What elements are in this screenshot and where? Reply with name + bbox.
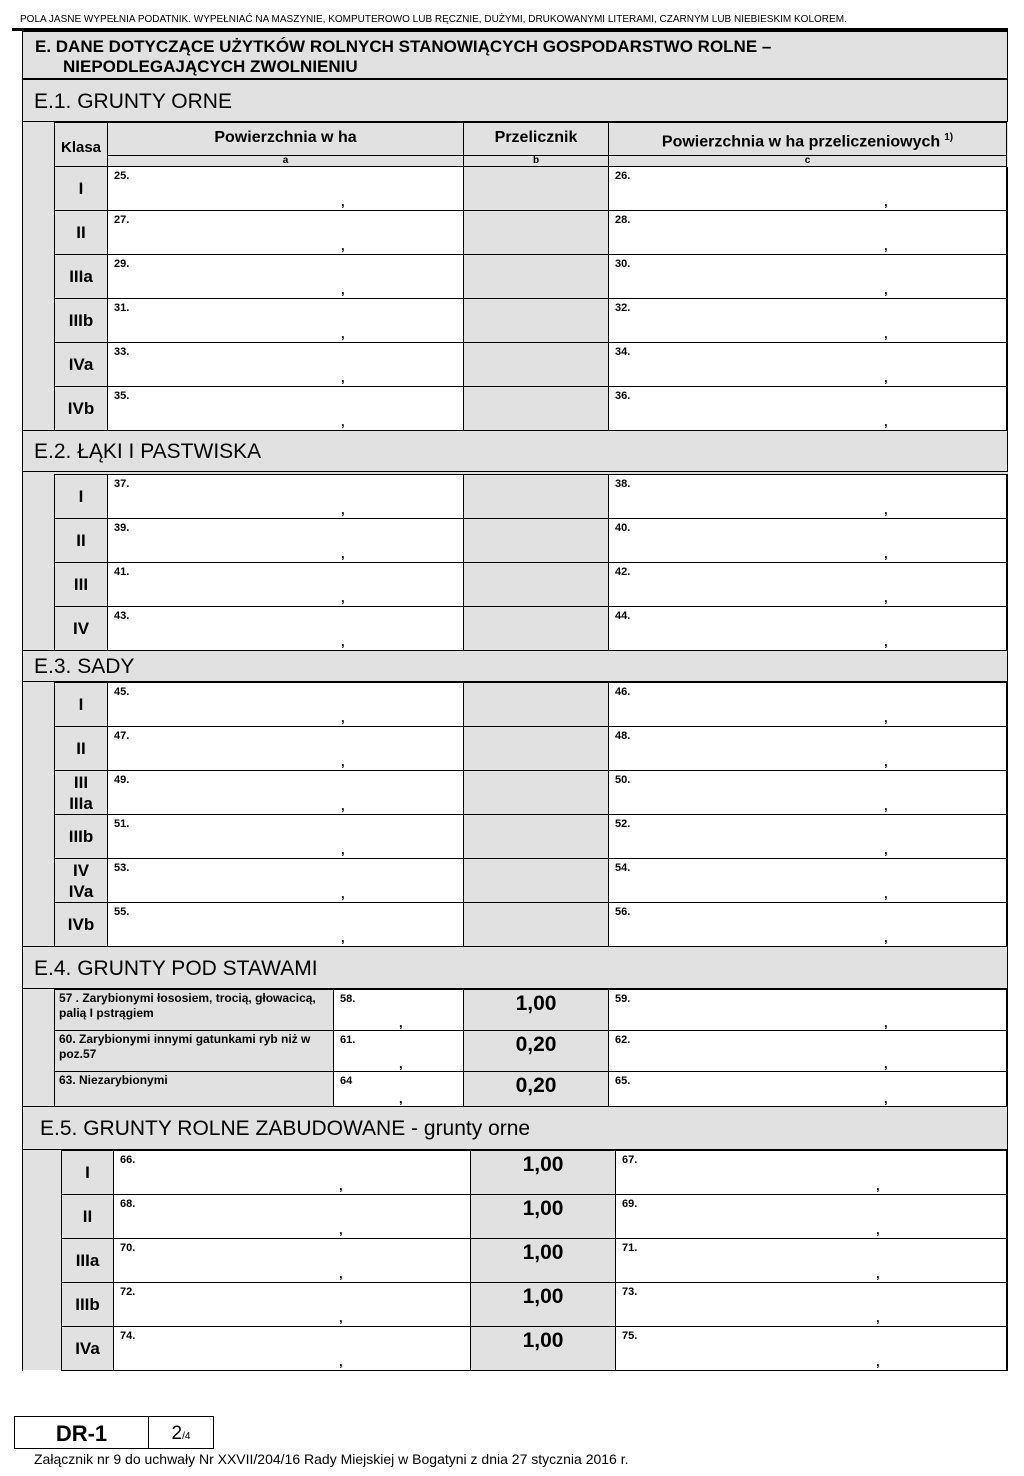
- field-number: 69.: [622, 1198, 638, 1210]
- area-field[interactable]: [113, 1238, 471, 1283]
- klasa-cell: [54, 606, 108, 651]
- area-field[interactable]: [107, 474, 464, 519]
- decimal-comma: ,: [884, 1015, 888, 1030]
- decimal-comma: ,: [341, 842, 345, 857]
- decimal-comma: ,: [876, 1222, 880, 1237]
- decimal-comma: ,: [884, 798, 888, 813]
- klasa-cell: [54, 562, 108, 607]
- klasa-label: IIIb: [75, 1295, 100, 1314]
- area-field[interactable]: [113, 1194, 471, 1239]
- klasa-cell: [54, 858, 108, 903]
- decimal-comma: ,: [399, 1091, 403, 1106]
- converted-area-field[interactable]: [615, 1282, 1007, 1327]
- klasa-cell: [54, 682, 108, 727]
- field-number: 44.: [615, 610, 631, 622]
- factor-value: 0,20: [515, 1074, 557, 1097]
- field-number: 51.: [114, 818, 130, 830]
- field-number: 52.: [615, 818, 631, 830]
- converted-area-field[interactable]: [615, 1194, 1007, 1239]
- klasa-label: IV: [72, 619, 90, 638]
- section-e1-title: E.1. GRUNTY ORNE: [34, 89, 232, 113]
- page-number: [149, 1417, 213, 1448]
- factor-cell: [463, 682, 609, 727]
- field-number: 64: [340, 1075, 353, 1087]
- factor-cell: [463, 814, 609, 859]
- area-field[interactable]: [113, 1150, 471, 1195]
- area-field[interactable]: [107, 682, 464, 727]
- klasa-label: IVb: [67, 399, 95, 418]
- section-e5: [22, 1106, 1008, 1150]
- factor-cell: [463, 902, 609, 947]
- klasa-cell: [54, 254, 108, 299]
- field-number: 31.: [114, 302, 130, 314]
- factor-value: 1,00: [522, 1241, 564, 1264]
- area-field[interactable]: [333, 1030, 464, 1072]
- converted-area-field[interactable]: [608, 902, 1007, 947]
- converted-area-field[interactable]: [608, 726, 1007, 771]
- klasa-label: I: [78, 695, 84, 714]
- section-e3: [22, 650, 1008, 682]
- decimal-comma: ,: [341, 546, 345, 561]
- klasa-cell: [54, 298, 108, 343]
- decimal-comma: ,: [341, 886, 345, 901]
- field-number: 37.: [114, 478, 130, 490]
- converted-area-field[interactable]: [608, 518, 1007, 563]
- field-number: 53.: [114, 862, 130, 874]
- klasa-label: II: [76, 739, 86, 758]
- field-number: 30.: [615, 258, 631, 270]
- letter-b: b: [532, 155, 540, 166]
- pond-type-label: [54, 1030, 334, 1072]
- factor-cell: [463, 298, 609, 343]
- area-field[interactable]: [107, 518, 464, 563]
- factor-cell: [470, 1326, 616, 1371]
- converted-area-field[interactable]: [608, 254, 1007, 299]
- decimal-comma: ,: [884, 710, 888, 725]
- area-field[interactable]: [107, 562, 464, 607]
- factor-value: 1,00: [522, 1329, 564, 1352]
- decimal-comma: ,: [341, 590, 345, 605]
- field-number: 62.: [615, 1034, 631, 1046]
- klasa-cell: [54, 726, 108, 771]
- klasa-cell: [54, 386, 108, 431]
- area-field[interactable]: [107, 770, 464, 815]
- pond-type-label: [54, 989, 334, 1031]
- decimal-comma: ,: [884, 546, 888, 561]
- area-field[interactable]: [333, 989, 464, 1031]
- form-id-box: [14, 1416, 214, 1449]
- decimal-comma: ,: [876, 1266, 880, 1281]
- e5-gutter: [23, 1150, 61, 1370]
- decimal-comma: ,: [339, 1310, 343, 1325]
- converted-area-field[interactable]: [615, 1326, 1007, 1371]
- converted-area-field[interactable]: [608, 770, 1007, 815]
- klasa-label: II: [76, 223, 86, 242]
- klasa-label: II: [76, 531, 86, 550]
- decimal-comma: ,: [884, 282, 888, 297]
- letter-c: c: [804, 155, 811, 166]
- field-number: 75.: [622, 1330, 638, 1342]
- factor-cell: [463, 386, 609, 431]
- klasa-cell: [61, 1282, 114, 1327]
- area-field[interactable]: [113, 1326, 471, 1371]
- decimal-comma: ,: [339, 1266, 343, 1281]
- klasa-cell: [61, 1150, 114, 1195]
- area-field[interactable]: [107, 726, 464, 771]
- klasa-cell: [54, 166, 108, 211]
- field-number: 25.: [114, 170, 130, 182]
- field-number: 46.: [615, 686, 631, 698]
- klasa-label: II: [82, 1207, 93, 1226]
- decimal-comma: ,: [341, 282, 345, 297]
- decimal-comma: ,: [341, 798, 345, 813]
- decimal-comma: ,: [884, 886, 888, 901]
- klasa-cell: [61, 1238, 114, 1283]
- header-note: POLA JASNE WYPEŁNIA PODATNIK. WYPEŁNIAĆ NA MASZYNIE, KOMPUTEROWO LUB RĘCZNIE, DUŻYMI, DRUKOWANYMI LITERAMI, CZARNYM LUB NIEBIESKIM KOLOREM.: [20, 14, 847, 25]
- field-number: 61.: [340, 1034, 356, 1046]
- field-number: 55.: [114, 906, 130, 918]
- factor-cell: [463, 562, 609, 607]
- decimal-comma: ,: [884, 1091, 888, 1106]
- decimal-comma: ,: [341, 414, 345, 429]
- field-number: 43.: [114, 610, 130, 622]
- decimal-comma: ,: [884, 502, 888, 517]
- pond-type-text: 63. Niezarybionymi: [59, 1073, 168, 1087]
- decimal-comma: ,: [876, 1354, 880, 1369]
- converted-area-field[interactable]: [608, 166, 1007, 211]
- klasa-label: I: [78, 179, 84, 198]
- area-field[interactable]: [107, 166, 464, 211]
- area-field[interactable]: [107, 342, 464, 387]
- field-number: 72.: [120, 1286, 136, 1298]
- footnote-ref: 1): [944, 132, 954, 143]
- converted-area-field[interactable]: [608, 989, 1007, 1031]
- converted-header: [608, 122, 1007, 156]
- field-number: 26.: [615, 170, 631, 182]
- factor-value: 1,00: [522, 1285, 564, 1308]
- factor-cell: [463, 770, 609, 815]
- klasa-label: IVa: [75, 1339, 100, 1358]
- klasa-label: I: [78, 487, 84, 506]
- area-field[interactable]: [107, 606, 464, 651]
- field-number: 34.: [615, 346, 631, 358]
- section-e4-title: E.4. GRUNTY POD STAWAMI: [34, 956, 318, 980]
- klasa-cell: [61, 1194, 114, 1239]
- section-e-header: [22, 31, 1008, 79]
- factor-cell: [470, 1282, 616, 1327]
- decimal-comma: ,: [341, 634, 345, 649]
- converted-header-label: Powierzchnia w ha przeliczeniowych: [661, 133, 941, 151]
- converted-area-field[interactable]: [608, 1071, 1007, 1107]
- klasa-label: IIIa: [69, 267, 93, 286]
- decimal-comma: ,: [399, 1015, 403, 1030]
- klasa-cell: [54, 342, 108, 387]
- decimal-comma: ,: [341, 502, 345, 517]
- factor-cell: [463, 342, 609, 387]
- klasa-label: IV IVa: [68, 860, 94, 901]
- factor-cell: [470, 1238, 616, 1283]
- decimal-comma: ,: [341, 710, 345, 725]
- form-code: DR-1: [15, 1417, 149, 1448]
- field-number: 67.: [622, 1154, 638, 1166]
- factor-cell: [463, 474, 609, 519]
- field-number: 47.: [114, 730, 130, 742]
- klasa-label: I: [85, 1163, 90, 1182]
- area-header-label: Powierzchnia w ha: [214, 129, 357, 146]
- factor-value: 1,00: [515, 992, 557, 1015]
- footer-note: Załącznik nr 9 do uchwały Nr XXVII/204/16 Rady Miejskiej w Bogatyni z dnia 27 stycznia 2016 r.: [34, 1451, 629, 1467]
- factor-header: [463, 122, 609, 156]
- field-number: 74.: [120, 1330, 136, 1342]
- field-number: 70.: [120, 1242, 136, 1254]
- field-number: 38.: [615, 478, 631, 490]
- decimal-comma: ,: [884, 238, 888, 253]
- klasa-label: IIIb: [68, 311, 94, 330]
- decimal-comma: ,: [341, 370, 345, 385]
- klasa-cell: [54, 902, 108, 947]
- field-number: 35.: [114, 390, 130, 402]
- klasa-label: IVa: [68, 355, 94, 374]
- section-e1: [22, 79, 1008, 122]
- section-e5-title: E.5. GRUNTY ROLNE ZABUDOWANE - grunty orne: [40, 1117, 531, 1140]
- decimal-comma: ,: [884, 1056, 888, 1071]
- factor-cell: [463, 254, 609, 299]
- field-number: 42.: [615, 566, 631, 578]
- field-number: 50.: [615, 774, 631, 786]
- area-field[interactable]: [107, 858, 464, 903]
- area-field[interactable]: [107, 902, 464, 947]
- klasa-label: III IIIa: [69, 772, 93, 813]
- factor-cell: [463, 858, 609, 903]
- converted-area-field[interactable]: [608, 814, 1007, 859]
- decimal-comma: ,: [884, 590, 888, 605]
- field-number: 32.: [615, 302, 631, 314]
- field-number: 73.: [622, 1286, 638, 1298]
- area-header: [107, 122, 464, 156]
- klasa-cell: [54, 474, 108, 519]
- klasa-label: III: [73, 575, 89, 594]
- decimal-comma: ,: [884, 842, 888, 857]
- field-number: 29.: [114, 258, 130, 270]
- field-number: 41.: [114, 566, 130, 578]
- factor-value: 1,00: [522, 1153, 564, 1176]
- klasa-cell: [54, 770, 108, 815]
- field-number: 59.: [615, 993, 631, 1005]
- factor-cell: [463, 166, 609, 211]
- klasa-cell: [61, 1326, 114, 1371]
- letter-a: a: [282, 155, 289, 166]
- factor-value: 0,20: [515, 1033, 557, 1056]
- factor-cell: [463, 1030, 609, 1072]
- converted-area-field[interactable]: [608, 342, 1007, 387]
- decimal-comma: ,: [341, 754, 345, 769]
- decimal-comma: ,: [876, 1178, 880, 1193]
- decimal-comma: ,: [884, 414, 888, 429]
- factor-cell: [470, 1150, 616, 1195]
- decimal-comma: ,: [341, 326, 345, 341]
- klasa-label: IIIa: [75, 1251, 100, 1270]
- field-number: 58.: [340, 993, 356, 1005]
- section-e2-title: E.2. ŁĄKI I PASTWISKA: [34, 440, 262, 463]
- converted-area-field[interactable]: [608, 858, 1007, 903]
- section-e2: [22, 430, 1008, 472]
- decimal-comma: ,: [341, 238, 345, 253]
- klasa-label: IVb: [67, 915, 95, 934]
- decimal-comma: ,: [884, 634, 888, 649]
- area-field[interactable]: [107, 210, 464, 255]
- decimal-comma: ,: [339, 1178, 343, 1193]
- pond-type-text: 60. Zarybionymi innymi gatunkami ryb niż w poz.57: [59, 1032, 311, 1061]
- decimal-comma: ,: [884, 194, 888, 209]
- section-e-title-line2: NIEPODLEGAJĄCYCH ZWOLNIENIU: [63, 57, 358, 76]
- factor-cell: [463, 518, 609, 563]
- area-field[interactable]: [107, 254, 464, 299]
- decimal-comma: ,: [341, 194, 345, 209]
- field-number: 45.: [114, 686, 130, 698]
- decimal-comma: ,: [339, 1354, 343, 1369]
- converted-area-field[interactable]: [608, 474, 1007, 519]
- factor-value: 1,00: [522, 1197, 564, 1220]
- field-number: 65.: [615, 1075, 631, 1087]
- field-number: 27.: [114, 214, 130, 226]
- area-field[interactable]: [333, 1071, 464, 1107]
- field-number: 33.: [114, 346, 130, 358]
- field-number: 39.: [114, 522, 130, 534]
- field-number: 66.: [120, 1154, 136, 1166]
- field-number: 28.: [615, 214, 631, 226]
- pond-type-label: [54, 1071, 334, 1107]
- converted-area-field[interactable]: [615, 1238, 1007, 1283]
- section-e-title-line1: E. DANE DOTYCZĄCE UŻYTKÓW ROLNYCH STANOWIĄCYCH GOSPODARSTWO ROLNE –: [35, 37, 772, 56]
- field-number: 48.: [615, 730, 631, 742]
- factor-cell: [463, 210, 609, 255]
- converted-area-field[interactable]: [608, 606, 1007, 651]
- klasa-label: IIIb: [68, 827, 94, 846]
- converted-area-field[interactable]: [608, 386, 1007, 431]
- decimal-comma: ,: [884, 930, 888, 945]
- pond-type-text: 57 . Zarybionymi łososiem, trocią, głowacicą, palią I pstrągiem: [59, 991, 316, 1020]
- converted-area-field[interactable]: [608, 298, 1007, 343]
- field-number: 68.: [120, 1198, 136, 1210]
- klasa-header-label: Klasa: [60, 138, 102, 156]
- field-number: 56.: [615, 906, 631, 918]
- converted-area-field[interactable]: [608, 562, 1007, 607]
- klasa-header: [54, 122, 108, 168]
- area-field[interactable]: [107, 298, 464, 343]
- factor-cell: [470, 1194, 616, 1239]
- decimal-comma: ,: [884, 370, 888, 385]
- klasa-cell: [54, 518, 108, 563]
- factor-header-label: Przelicznik: [494, 129, 578, 146]
- section-e4: [22, 946, 1008, 989]
- converted-area-field[interactable]: [615, 1150, 1007, 1195]
- decimal-comma: ,: [339, 1222, 343, 1237]
- page-total: /4: [182, 1431, 191, 1442]
- klasa-cell: [54, 814, 108, 859]
- klasa-cell: [54, 210, 108, 255]
- decimal-comma: ,: [876, 1310, 880, 1325]
- field-number: 36.: [615, 390, 631, 402]
- decimal-comma: ,: [341, 930, 345, 945]
- decimal-comma: ,: [399, 1056, 403, 1071]
- decimal-comma: ,: [884, 754, 888, 769]
- factor-cell: [463, 1071, 609, 1107]
- field-number: 49.: [114, 774, 130, 786]
- area-field[interactable]: [113, 1282, 471, 1327]
- area-field[interactable]: [107, 814, 464, 859]
- factor-cell: [463, 606, 609, 651]
- page-current: 2: [171, 1423, 183, 1444]
- converted-area-field[interactable]: [608, 682, 1007, 727]
- field-number: 40.: [615, 522, 631, 534]
- factor-cell: [463, 726, 609, 771]
- field-number: 71.: [622, 1242, 638, 1254]
- factor-cell: [463, 989, 609, 1031]
- field-number: 54.: [615, 862, 631, 874]
- section-e3-title: E.3. SADY: [34, 655, 135, 678]
- area-field[interactable]: [107, 386, 464, 431]
- decimal-comma: ,: [884, 326, 888, 341]
- converted-area-field[interactable]: [608, 210, 1007, 255]
- converted-area-field[interactable]: [608, 1030, 1007, 1072]
